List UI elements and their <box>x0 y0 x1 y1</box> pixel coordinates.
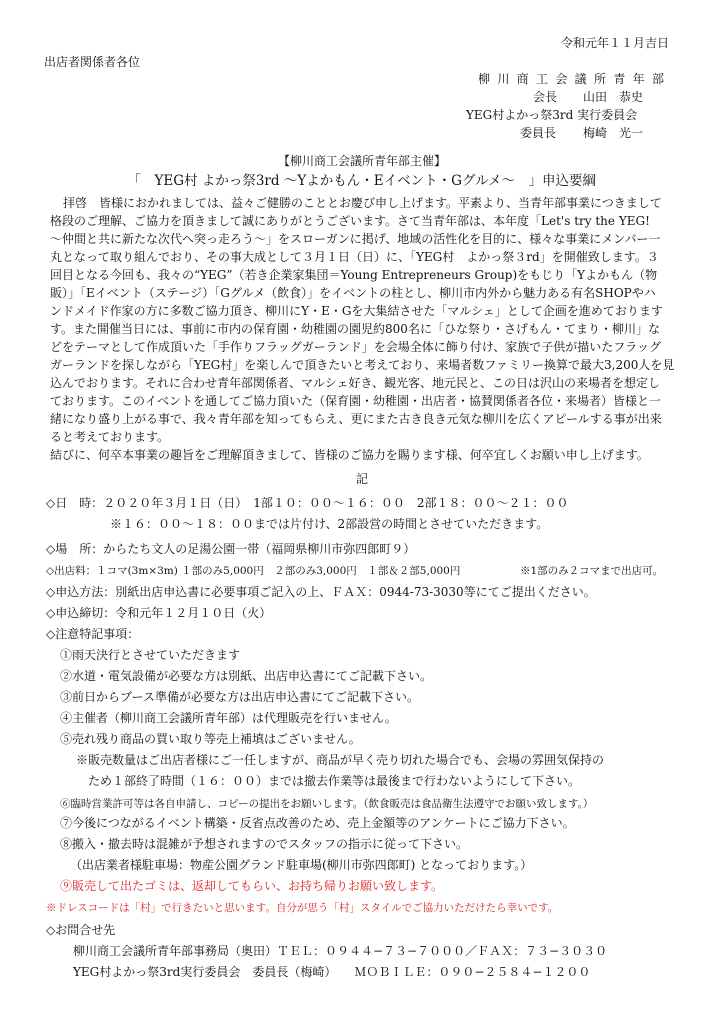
sender-chair-name: 梅崎 光一 <box>583 126 644 140</box>
deadline-item: ◇申込締切：令和元年１２月１０日（火） <box>46 606 272 620</box>
addressee: 出店者関係者各位 <box>44 55 141 69</box>
note-item: ③前日からブース準備が必要な方は出店申込書にてご記載下さい。 <box>60 690 420 704</box>
sender-chair-label: 委員長 <box>520 126 557 140</box>
contact-committee: YEG村よかっ祭3rd実行委員会 委員長（梅崎） ＭＯＢＩＬＥ：０９０−２５８４−１２００ <box>73 965 591 979</box>
note-item: ⑦今後につながるイベント構築・反省点改善のため、売上金額等のアンケートにご協力下さい。 <box>60 816 575 830</box>
datetime-note: ※１６：００〜１８：００までは片付け、2部設営の時間とさせていただきます。 <box>110 517 549 531</box>
note-item: ②水道・電気設備が必要な方は別紙、出店申込書にてご記載下さい。 <box>60 669 433 683</box>
body-line: 込んでおります。それに合わせ青年部関係者、マルシェ好き、観光客、地元民と、この日は沢山の来場者を想定し <box>50 376 661 390</box>
sales-note: ため１部終了時間（１６：００）までは撤去作業等は最後まで行わないようにして下さい。 <box>88 774 581 788</box>
body-line: 結びに、何卒本事業の趣旨をご理解頂きまして、皆様のご協力を賜ります様、何卒宜しくお願い申し上げます。 <box>50 448 649 462</box>
sender-committee: YEG村よかっ祭3rd 実行委員会 <box>466 108 638 122</box>
note-item: ⑥臨時営業許可等は各自申請し、コピーの提出をお願いします。（飲食販売は食品衛生法遵守でお願い致します。） <box>60 798 594 810</box>
body-line: 丸となって取り組んでおり、その事大成として３月１日（日）に、「YEG村 よかっ祭３rd」を開催致します。３ <box>50 250 659 264</box>
fee-item: ◇出店料：１コマ(3m×3m) １部のみ5,000円 ２部のみ3,000円 １部＆２部5,000円 <box>46 565 461 577</box>
dress-code-note: ※ドレスコードは「村」で行きたいと思います。自分が思う「村」スタイルでご協力いただけたら幸いです。 <box>46 902 559 914</box>
body-line: 販）」「Eイベント（ステージ）「Gグルメ（飲食）」をイベントの柱とし、柳川市内外から魅力ある有名SHOPやハ <box>50 286 656 300</box>
sender-president-label: 会長 <box>533 90 558 104</box>
note-item: ⑧搬入・撤去時は混雑が予想されますのでスタッフの指示に従って下さい。 <box>60 837 469 851</box>
sales-note: ※販売数量はご出店者様にご一任しますが、商品が早く売り切れた場合でも、会場の雰囲気保持の <box>76 753 605 767</box>
body-line: ると考えております。 <box>50 430 170 444</box>
place-item: ◇場 所：からたち文人の足湯公園一帯（福岡県柳川市弥四郎町９） <box>46 542 416 556</box>
datetime-item: ◇日 時：２０２０年３月１日（日） 1部１０：００〜１６：００ 2部１８：００〜２１：００ <box>46 496 569 510</box>
body-line: 〜仲間と共に新たな次代へ突っ走ろう〜」をスローガンに掲げ、地域の活性化を目的に、様々な事業にメンバー一 <box>50 232 661 246</box>
body-line: どをテーマとして作成頂いた「手作りフラッグガーランド」を会場全体に飾り付け、家族で子供が描いたフラッグ <box>50 340 662 354</box>
note-item: ④主催者（柳川商工会議所青年部）は代理販売を行いません。 <box>60 711 397 725</box>
body-line: 格段のご理解、ご協力を頂きまして誠にありがとうございます。さて当青年部は、本年度「Let's try the YEG! <box>50 214 650 228</box>
parking-note: （出店業者様駐車場：物産公園グランド駐車場(柳川市弥四郎町) となっております。） <box>70 858 533 872</box>
note-item-red: ⑨販売して出たゴミは、返却してもらい、お持ち帰りお願い致します。 <box>60 879 444 893</box>
method-item: ◇申込方法：別紙出店申込書に必要事項ご記入の上、ＦＡＸ：0944-73-3030等にてご提出ください。 <box>46 585 596 599</box>
body-line: ております。このイベントを通してご協力頂いた（保育園・幼稚園・出店者・協賛関係者各位・来場者）皆様と一 <box>50 394 662 408</box>
note-item: ①雨天決行とさせていただきます <box>60 648 241 662</box>
body-line: ガーランドを探しながら「YEG村」を楽しんで頂きたいと考えており、来場者数ファミリー換算で最大3,200人を見 <box>50 358 675 372</box>
body-line: 回目となる今回も、我々の“YEG”（若き企業家集団＝Young Entrepreneurs Group)をもじり「Yよかもん（物 <box>50 268 658 282</box>
body-line: 緒になり盛り上がる事で、我々青年部を知ってもらえ、更にまた古き良き元気な柳川を広くアピールする事が出来 <box>50 412 662 426</box>
notes-heading: ◇注意特記事項： <box>46 627 140 641</box>
body-line: す。また開催当日には、事前に市内の保育園・幼稚園の園児約800名に「ひな祭り・さげもん・てまり・柳川」な <box>50 322 660 336</box>
organizer-heading: 【柳川商工会議所青年部主催】 <box>278 154 447 168</box>
body-line: ンドメイド作家の方に多数ご協力頂き、柳川にY・E・Gを大集結させた「マルシェ」として企画を進めております <box>50 304 663 318</box>
contact-office: 柳川商工会議所青年部事務局（奥田）ＴＥＬ：０９４４−７３−７０００／ＦＡＸ：７３−３０３０ <box>73 944 608 958</box>
ki-heading: 記 <box>356 472 369 486</box>
page-title: 「 YEG村 よかっ祭3rd 〜Yよかもん・Eイベント・Gグルメ〜 」申込要綱 <box>127 173 597 189</box>
fee-note: ※1部のみ２コマまで出店可。 <box>520 565 664 577</box>
body-line: 拝啓 皆様におかれましては、益々ご健勝のこととお慶び申し上げます。平素より、当青年部事業につきまして <box>63 196 662 210</box>
contact-heading: ◇お問合せ先 <box>46 923 116 937</box>
date: 令和元年１１月吉日 <box>561 36 670 50</box>
sender-president-name: 山田 恭史 <box>583 90 644 104</box>
sender-org: 柳川商工会議所青年部 <box>478 72 664 86</box>
note-item: ⑤売れ残り商品の買い取り等売上補填はございません。 <box>60 732 361 746</box>
